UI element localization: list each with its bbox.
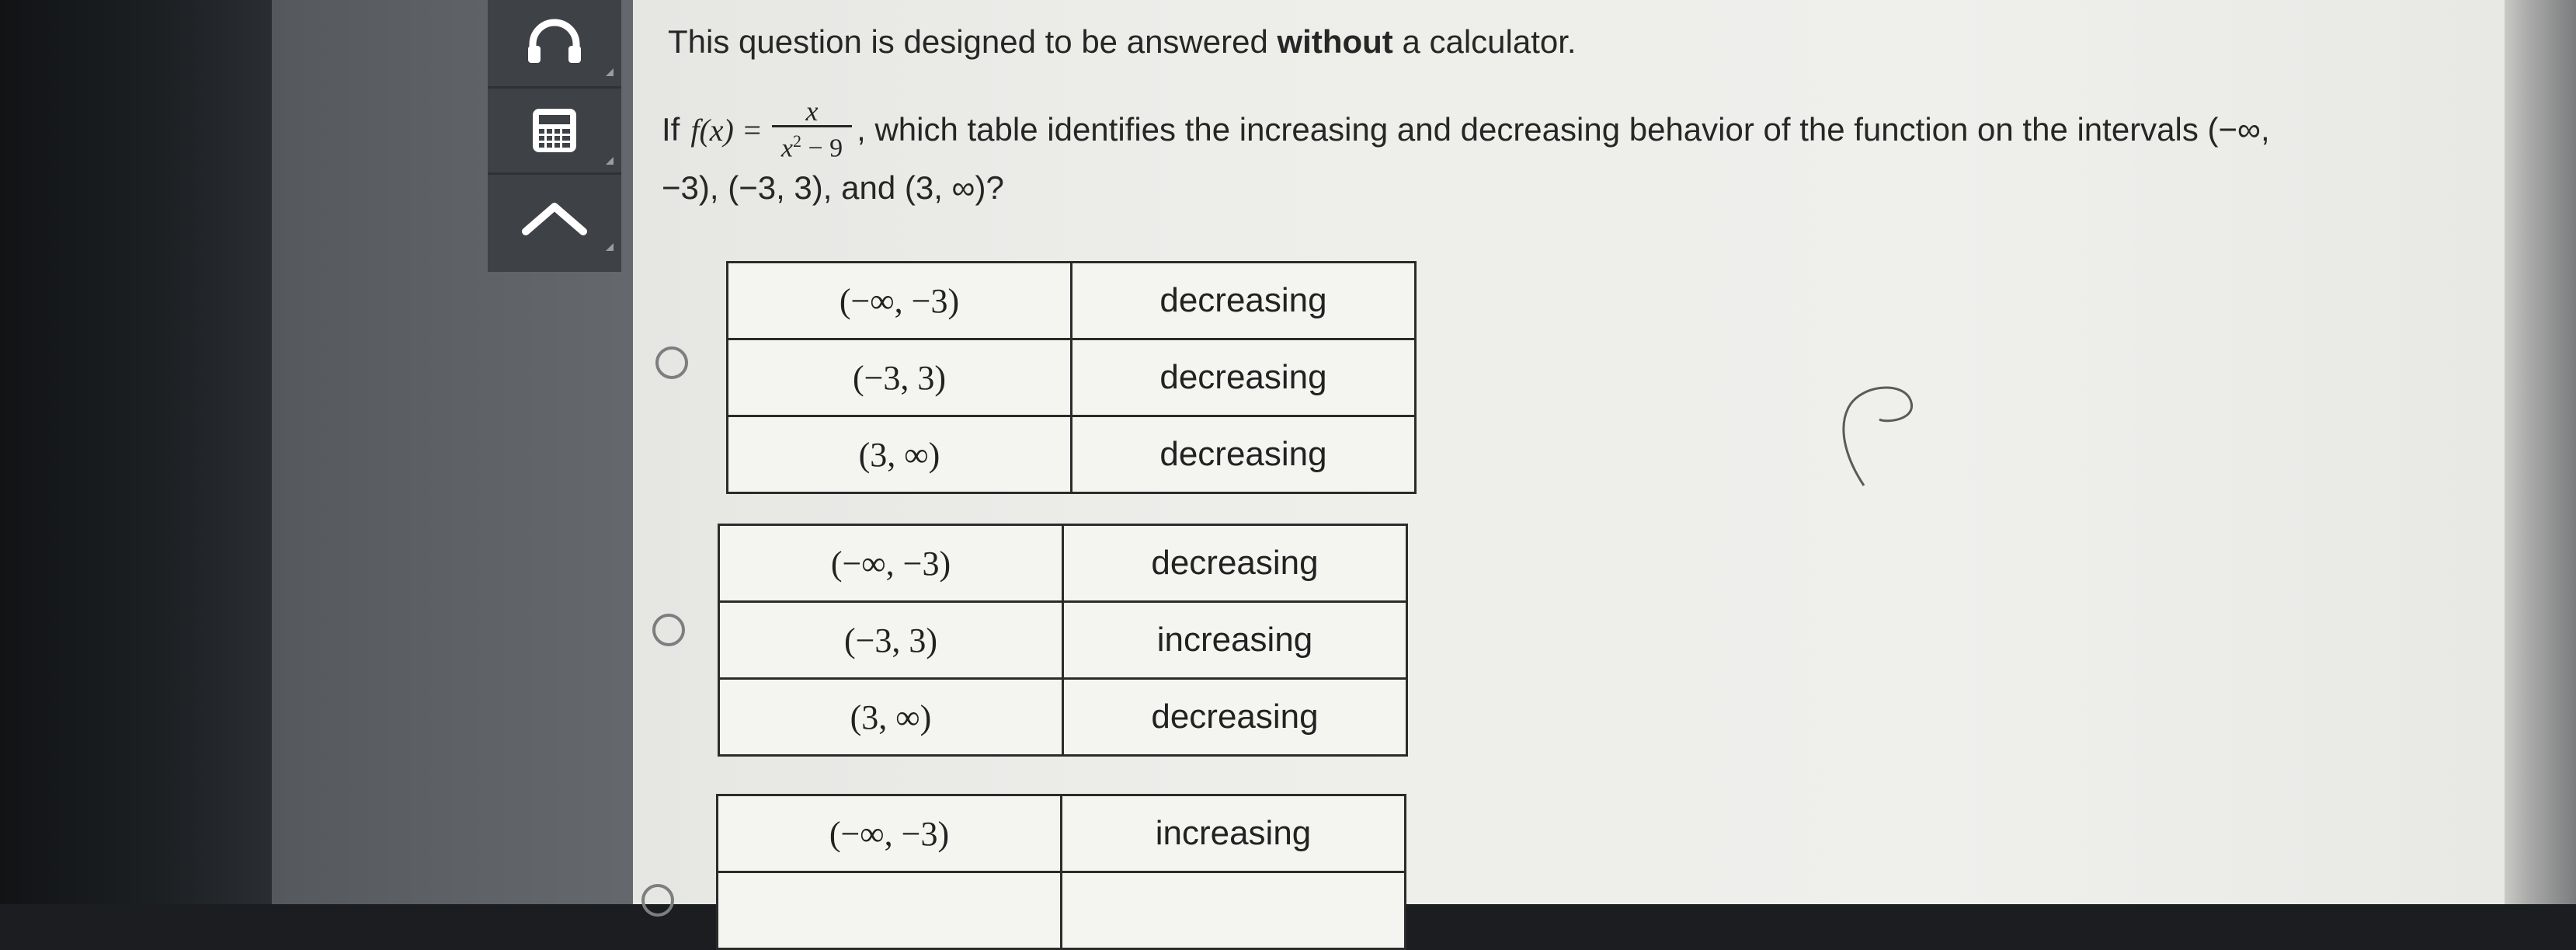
question-stem-rest: , which table identifies the increasing and decreasing behavior of the function on the intervals (−∞,	[857, 111, 2270, 148]
question-stem-line1	[662, 97, 2270, 162]
behavior-cell: decreasing	[1072, 263, 1416, 339]
fraction-denominator: $x^2 - 9$	[772, 125, 852, 162]
table-row	[728, 339, 1416, 416]
behavior-cell: decreasing	[1063, 525, 1407, 602]
pen-annotation	[1833, 377, 1926, 501]
interval-cell	[718, 872, 1062, 949]
function-name: f(x) =	[690, 112, 763, 148]
interval-cell: (−3, 3)	[728, 339, 1072, 416]
option-b-table[interactable]	[718, 524, 1408, 757]
interval-cell: (−∞, −3)	[718, 795, 1062, 872]
table-row	[719, 525, 1407, 602]
emphasis-text: without	[1277, 23, 1393, 60]
if-text: If	[662, 111, 680, 148]
option-a-radio[interactable]	[655, 346, 688, 379]
interval-cell: (−3, 3)	[719, 602, 1063, 679]
table-row	[718, 872, 1406, 949]
calculator-button[interactable]	[488, 86, 621, 172]
behavior-cell: increasing	[1062, 795, 1406, 872]
tool-corner-mark	[606, 157, 614, 165]
question-stem-line2: −3), (−3, 3), and (3, ∞)?	[662, 169, 1004, 206]
behavior-cell: increasing	[1063, 602, 1407, 679]
tool-corner-mark	[606, 68, 614, 76]
table-row	[718, 795, 1406, 872]
caret-up-icon	[520, 197, 589, 236]
table-row	[728, 263, 1416, 339]
screen-bezel-left	[0, 0, 272, 904]
behavior-cell: decreasing	[1072, 339, 1416, 416]
option-c-table[interactable]	[716, 794, 1406, 950]
interval-cell: (3, ∞)	[719, 679, 1063, 756]
table-row	[719, 679, 1407, 756]
interval-cell: (−∞, −3)	[719, 525, 1063, 602]
question-instruction: This question is designed to be answered without a calculator.	[668, 23, 1577, 60]
interval-cell: (3, ∞)	[728, 416, 1072, 493]
caret-button[interactable]	[488, 172, 621, 259]
calculator-icon	[530, 106, 579, 155]
headphones-button[interactable]	[488, 0, 621, 84]
tool-corner-mark	[606, 243, 614, 251]
table-row	[728, 416, 1416, 493]
interval-cell: (−∞, −3)	[728, 263, 1072, 339]
fraction-numerator: x	[805, 96, 819, 127]
headphones-icon	[523, 15, 586, 69]
screen-bezel-right	[2505, 0, 2576, 904]
tool-palette	[488, 0, 621, 272]
table-row	[719, 602, 1407, 679]
behavior-cell: decreasing	[1063, 679, 1407, 756]
behavior-cell: decreasing	[1072, 416, 1416, 493]
option-b-radio[interactable]	[652, 614, 685, 646]
function-fraction	[772, 97, 852, 162]
option-a-table[interactable]	[726, 261, 1417, 494]
option-c-radio[interactable]	[641, 884, 674, 917]
behavior-cell	[1062, 872, 1406, 949]
